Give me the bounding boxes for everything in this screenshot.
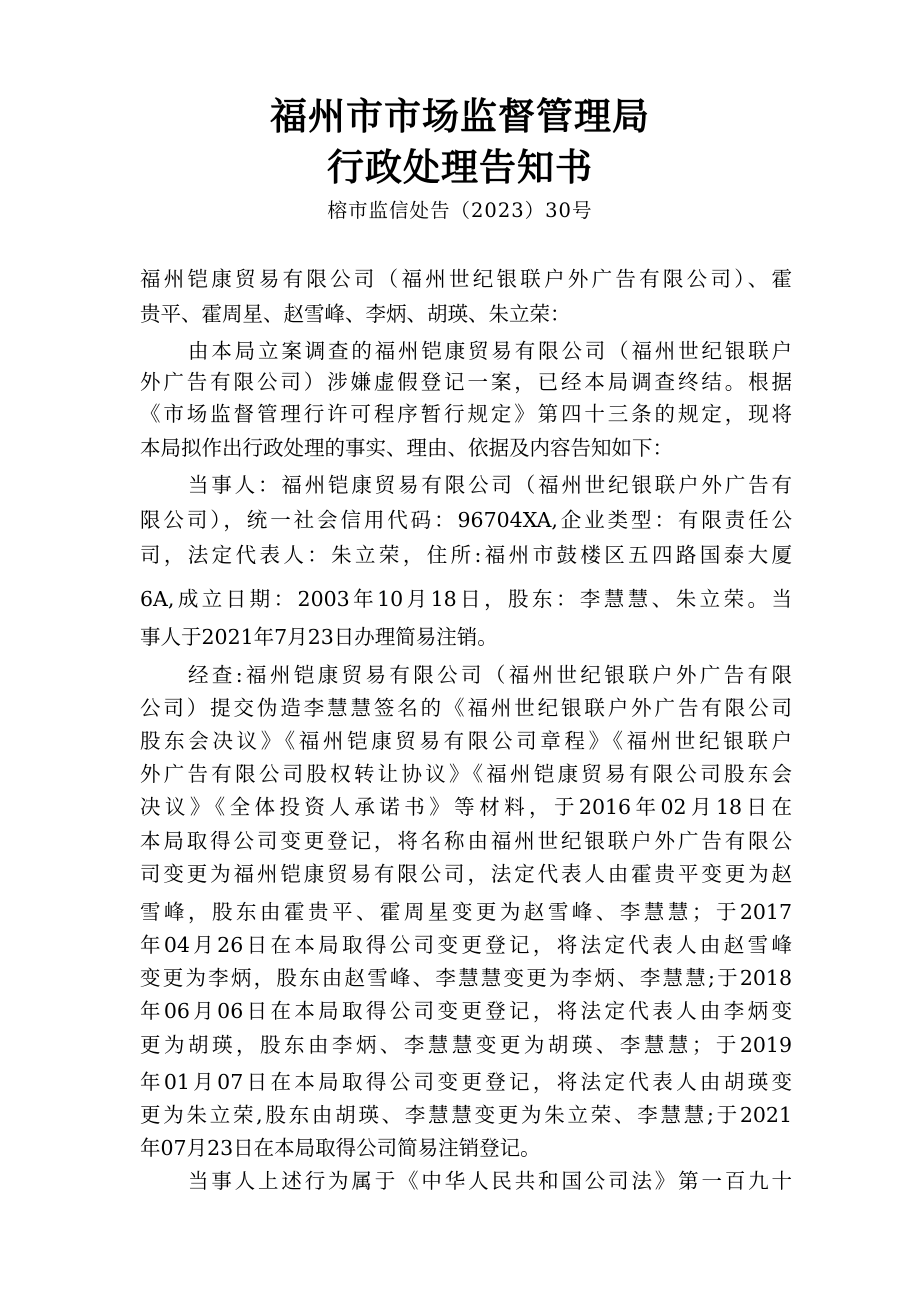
body-line: 年06月06日在本局取得公司变更登记，将法定代表人由李炳变: [140, 999, 792, 1023]
body-line: 当事人：福州铠康贸易有限公司（福州世纪银联户外广告有: [188, 473, 792, 497]
body-line: 雪峰，股东由霍贵平、霍周星变更为赵雪峰、李慧慧；于2017: [140, 900, 792, 924]
body-line: 年01月07日在本局取得公司变更登记，将法定代表人由胡瑛变: [140, 1070, 792, 1094]
document-title-authority: 福州市市场监督管理局: [270, 95, 650, 138]
body-line: 外广告有限公司）涉嫌虚假登记一案，已经本局调查终结。根据: [140, 370, 792, 394]
body-line: 外广告有限公司股权转让协议》《福州铠康贸易有限公司股东会: [140, 762, 792, 786]
body-line: 限公司），统一社会信用代码：96704XA,企业类型：有限责任公: [140, 508, 792, 532]
body-line: 事人于2021年7月23日办理简易注销。: [140, 625, 498, 649]
body-line: 《市场监督管理行许可程序暂行规定》第四十三条的规定，现将: [140, 402, 792, 426]
body-line: 变更为李炳，股东由赵雪峰、李慧慧变更为李炳、李慧慧;于2018: [140, 966, 792, 990]
document-title-type: 行政处理告知书: [327, 146, 593, 189]
body-line: 本局取得公司变更登记，将名称由福州世纪银联户外广告有限公: [140, 829, 792, 853]
body-line: 更为胡瑛，股东由李炳、李慧慧变更为胡瑛、李慧慧；于2019: [140, 1033, 792, 1057]
body-line: 决议》《全体投资人承诺书》等材料，于2016年02月18日在: [140, 795, 792, 819]
body-line: 当事人上述行为属于《中华人民共和国公司法》第一百九十: [188, 1169, 792, 1193]
body-line: 更为朱立荣,股东由胡瑛、李慧慧变更为朱立荣、李慧慧;于2021: [140, 1103, 792, 1127]
body-line: 公司）提交伪造李慧慧签名的《福州世纪银联户外广告有限公司: [140, 696, 792, 720]
addressee-line: 贵平、霍周星、赵雪峰、李炳、胡瑛、朱立荣：: [140, 302, 571, 326]
body-line: 年07月23日在本局取得公司简易注销登记。: [140, 1136, 541, 1160]
body-line: 股东会决议》《福州铠康贸易有限公司章程》《福州世纪银联户: [140, 729, 792, 753]
body-line: 由本局立案调查的福州铠康贸易有限公司（福州世纪银联户: [188, 339, 792, 363]
document-number: 榕市监信处告（2023）30号: [327, 199, 593, 222]
addressee-line: 福州铠康贸易有限公司（福州世纪银联户外广告有限公司）、霍: [140, 267, 792, 291]
body-line: 司，法定代表人：朱立荣，住所:福州市鼓楼区五四路国泰大厦: [140, 543, 792, 567]
body-line: 年04月26日在本局取得公司变更登记，将法定代表人由赵雪峰: [140, 933, 792, 957]
body-line: 经查:福州铠康贸易有限公司（福州世纪银联户外广告有限: [188, 663, 792, 687]
body-line: 司变更为福州铠康贸易有限公司，法定代表人由霍贵平变更为赵: [140, 862, 792, 886]
body-line: 本局拟作出行政处理的事实、理由、依据及内容告知如下：: [140, 436, 673, 460]
body-line: 6A,成立日期：2003年10月18日，股东：李慧慧、朱立荣。当: [140, 587, 792, 611]
